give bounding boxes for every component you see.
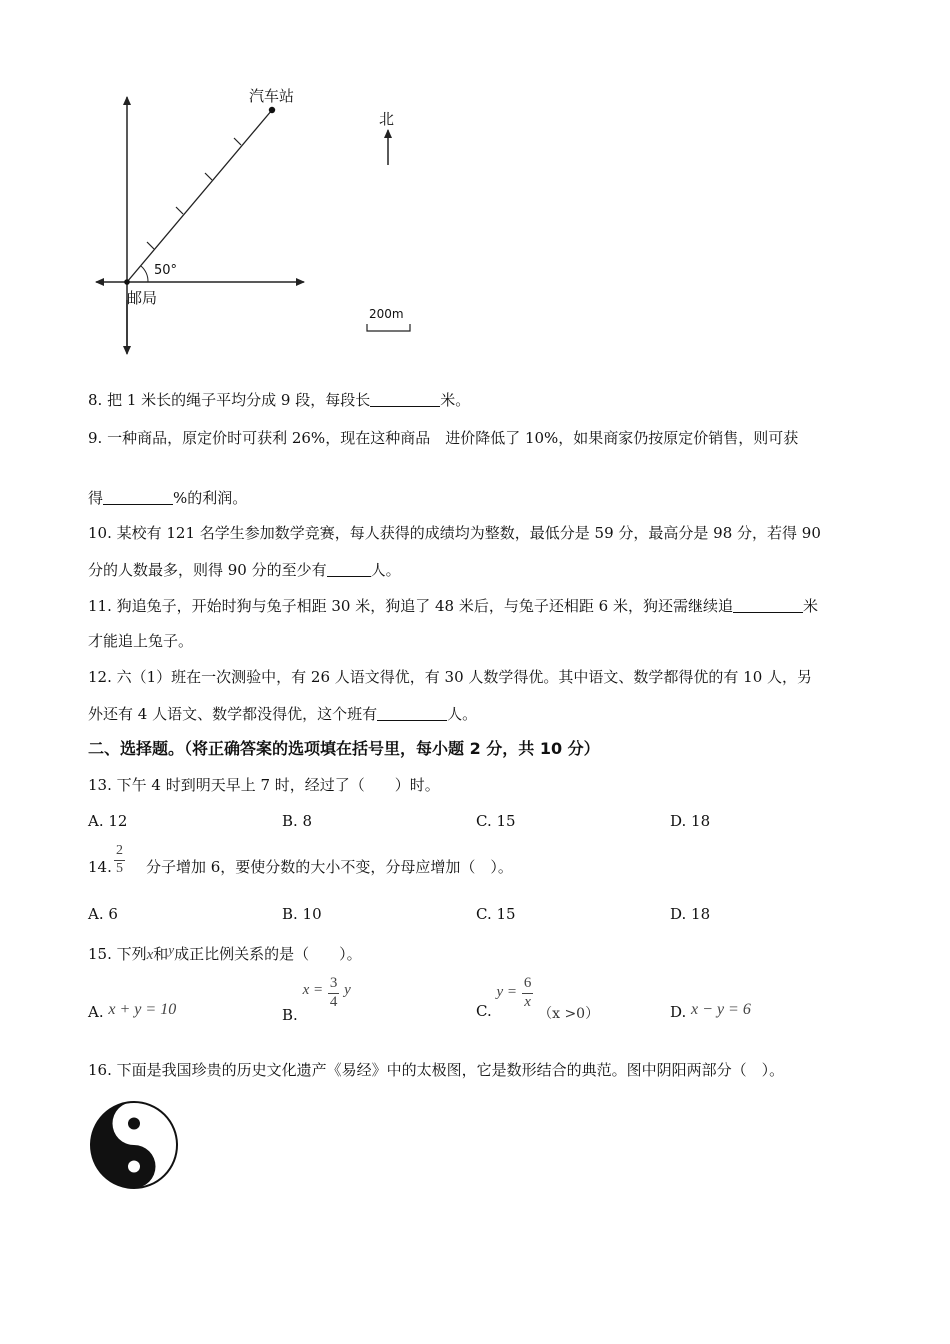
- section-2-heading: 二、选择题。（将正确答案的选项填在括号里，每小题 2 分，共 10 分）: [88, 739, 600, 758]
- answer-blank[interactable]: [327, 562, 371, 577]
- q14-option-d[interactable]: D. 18: [670, 905, 711, 923]
- station-label: 汽车站: [249, 87, 295, 105]
- question-15: 15. 下列x和y成正比例关系的是（ ）。: [88, 942, 362, 963]
- question-16: 16. 下面是我国珍贵的历史文化遗产《易经》中的太极图，它是数形结合的典范。图中阴阳两部分（ ）。: [88, 1061, 785, 1079]
- route-ticks: [147, 138, 241, 249]
- q15-option-d[interactable]: D. x − y = 6: [670, 1001, 751, 1021]
- question-12-line1: 12. 六（1）班在一次测验中，有 26 人语文得优，有 30 人数学得优。其中语文、数学都得优的有 10 人，另: [88, 668, 813, 686]
- map-diagram: [0, 0, 450, 370]
- angle-label: 50°: [154, 263, 178, 278]
- q14-text: 分子增加 6，要使分数的大小不变，分母应增加（ ）。: [146, 858, 513, 876]
- answer-blank[interactable]: [370, 392, 440, 407]
- question-10-line1: 10. 某校有 121 名学生参加数学竞赛，每人获得的成绩均为整数，最低分是 59 分，最高分是 98 分，若得 90: [88, 524, 821, 542]
- question-8: 8. 把 1 米长的绳子平均分成 9 段，每段长 米。: [88, 391, 471, 409]
- question-10-line2: 分的人数最多，则得 90 分的至少有 人。: [88, 561, 401, 579]
- q14-number: 14.: [88, 858, 112, 876]
- q15-option-a[interactable]: A. x + y = 10: [88, 1001, 177, 1021]
- north-label: 北: [379, 110, 395, 128]
- q13-option-c[interactable]: C. 15: [476, 812, 516, 830]
- q14-fraction: $\frac{2}{5}$: [116, 843, 123, 876]
- route-line: [127, 110, 272, 282]
- q13-option-d[interactable]: D. 18: [670, 812, 711, 830]
- scale-label: 200m: [369, 307, 404, 321]
- question-9-line1: 9. 一种商品，原定价时可获利 26%，现在这种商品 进价降低了 10%，如果商家仍按原定价销售，则可获: [88, 429, 799, 447]
- question-11-line1: 11. 狗追兔子，开始时狗与兔子相距 30 米，狗追了 48 米后，与兔子还相距 6 米，狗还需继续追 米: [88, 597, 818, 615]
- question-11-line2: 才能追上兔子。: [88, 632, 194, 650]
- question-13: 13. 下午 4 时到明天早上 7 时，经过了（ ）时。: [88, 776, 440, 794]
- angle-arc: [141, 266, 148, 282]
- q14-option-c[interactable]: C. 15: [476, 905, 516, 923]
- question-9-line2: 得 %的利润。: [88, 489, 248, 507]
- answer-blank[interactable]: [377, 706, 447, 721]
- station-point: [269, 107, 275, 113]
- post-point: [124, 279, 130, 285]
- post-label: 邮局: [127, 289, 158, 307]
- q15-option-b[interactable]: B. x = $\frac{3}{4}$ y: [282, 975, 351, 1024]
- answer-blank[interactable]: [733, 598, 803, 613]
- taiji-icon: [88, 1099, 180, 1191]
- question-12-line2: 外还有 4 人语文、数学都没得优，这个班有 人。: [88, 705, 478, 723]
- q13-option-b[interactable]: B. 8: [282, 812, 313, 830]
- q14-option-b[interactable]: B. 10: [282, 905, 322, 923]
- q13-option-a[interactable]: A. 12: [88, 812, 128, 830]
- q14-option-a[interactable]: A. 6: [88, 905, 118, 923]
- q15-option-c[interactable]: C. y = $\frac{6}{x}$ （x >0）: [476, 975, 600, 1022]
- scale-bar: [367, 324, 410, 331]
- answer-blank[interactable]: [103, 490, 173, 505]
